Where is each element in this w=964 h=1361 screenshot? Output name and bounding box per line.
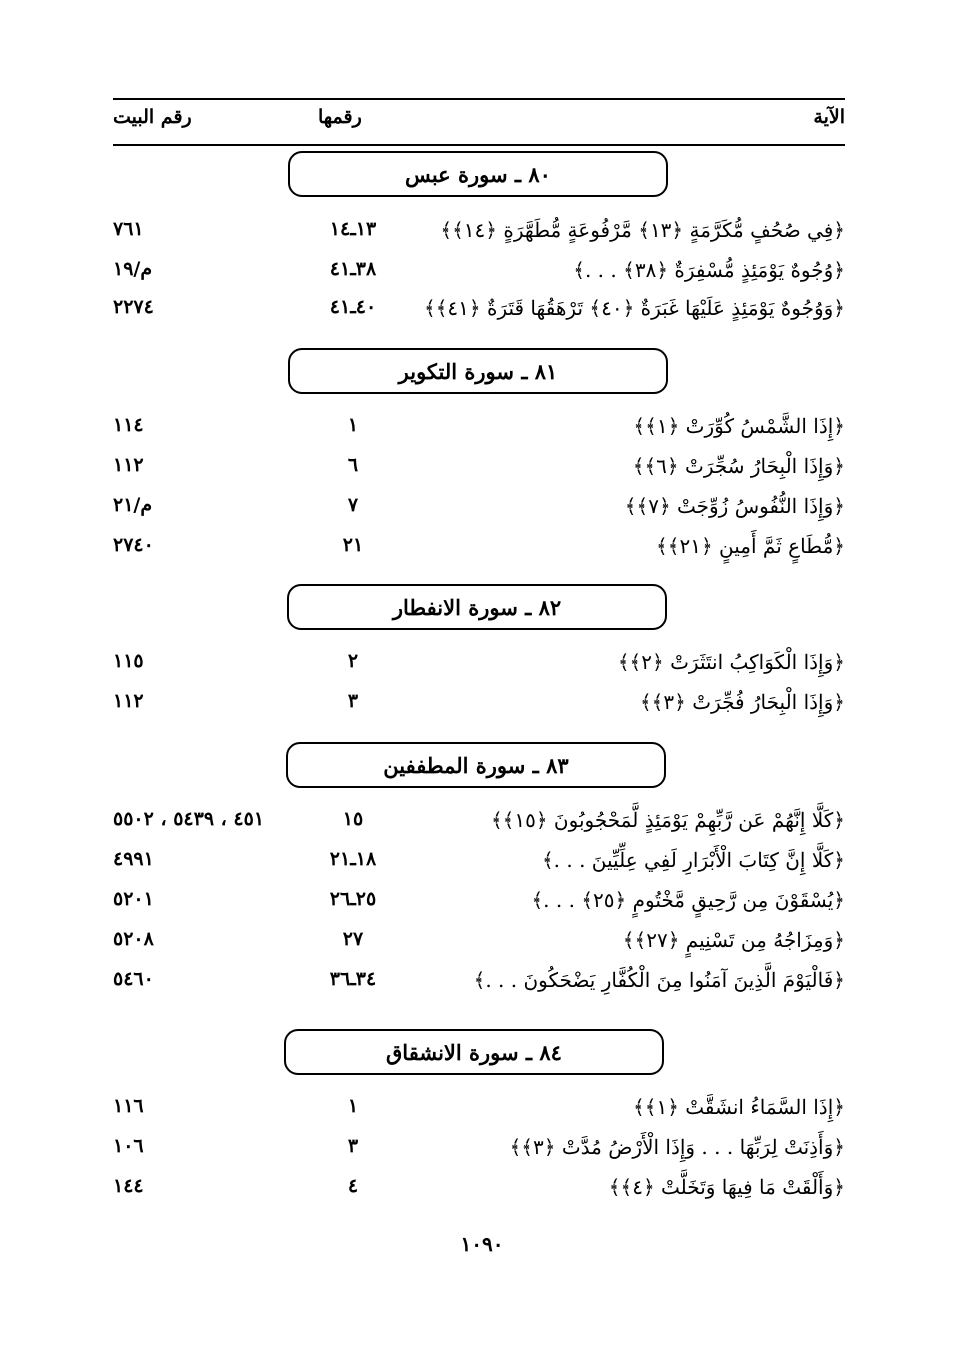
verse-text: ﴿يُسْقَوْنَ مِن رَّحِيقٍ مَّخْتُومٍ ﴿٢٥﴾ . . .﴾ — [531, 888, 845, 912]
line-number: ١١٢ — [113, 690, 144, 712]
verse-text: ﴿وَإِذَا النُّفُوسُ زُوِّجَتْ ﴿٧﴾﴾ — [624, 494, 845, 518]
surah-title-box: ٨٠ ـ سورة عبس — [288, 151, 668, 197]
line-number: ١١٤ — [113, 414, 144, 436]
line-number: ١١٢ — [113, 454, 144, 476]
surah-title-box: ٨٤ ـ سورة الانشقاق — [284, 1029, 664, 1075]
verse-text: ﴿مُّطَاعٍ ثَمَّ أَمِينٍ ﴿٢١﴾﴾ — [656, 534, 845, 558]
verse-number: ١ — [347, 414, 359, 436]
header-number: رقمها — [318, 106, 362, 128]
verse-number: ١٨ـ٢١ — [329, 848, 377, 870]
verse-text: ﴿وَإِذَا الْكَوَاكِبُ انتَثَرَتْ ﴿٢﴾﴾ — [617, 650, 845, 674]
verse-number: ٤ — [347, 1175, 359, 1197]
line-number: ٥٤٦٠ — [113, 968, 154, 990]
header-line: رقم البيت — [113, 106, 192, 128]
table-row — [113, 494, 845, 524]
verse-number: ١ — [347, 1095, 359, 1117]
verse-text: ﴿كَلَّا إِنَّهُمْ عَن رَّبِّهِمْ يَوْمَئِذٍ لَّمَحْجُوبُونَ ﴿١٥﴾﴾ — [490, 808, 845, 832]
line-number: ٧٦١ — [113, 218, 144, 240]
verse-text: ﴿فِي صُحُفٍ مُّكَرَّمَةٍ ﴿١٣﴾ مَّرْفُوعَةٍ مُّطَهَّرَةٍ ﴿١٤﴾﴾ — [440, 218, 845, 242]
verse-number: ٦ — [347, 454, 359, 476]
line-number: ٥٢٠١ — [113, 888, 154, 910]
line-number: ١١٦ — [113, 1095, 144, 1117]
table-row — [113, 848, 845, 878]
line-number: ٤٩٩١ — [113, 848, 154, 870]
table-row — [113, 650, 845, 680]
verse-number: ١٣ـ١٤ — [329, 218, 377, 240]
verse-number: ٣ — [347, 1135, 359, 1157]
line-number: م/٢١ — [113, 494, 153, 516]
table-row — [113, 218, 845, 248]
verse-number: ٢٧ — [342, 928, 364, 950]
verse-number: ١٥ — [342, 808, 364, 830]
line-number: ١٤٤ — [113, 1175, 144, 1197]
verse-number: ٧ — [347, 494, 359, 516]
surah-title-box: ٨١ ـ سورة التكوير — [288, 348, 668, 394]
line-number: ٢٧٤٠ — [113, 534, 154, 556]
verse-number: ٣ — [347, 690, 359, 712]
header-verse: الآية — [813, 106, 845, 128]
table-header — [113, 98, 845, 146]
table-row — [113, 888, 845, 918]
verse-number: ٣٨ـ٤١ — [329, 258, 377, 280]
table-row — [113, 258, 845, 288]
verse-text: ﴿وَإِذَا الْبِحَارُ سُجِّرَتْ ﴿٦﴾﴾ — [632, 454, 845, 478]
table-row — [113, 454, 845, 484]
line-number: ٢٢٧٤ — [113, 296, 154, 318]
verse-number: ٢١ — [342, 534, 364, 556]
table-row — [113, 296, 845, 326]
verse-text: ﴿وَأَلْقَتْ مَا فِيهَا وَتَخَلَّتْ ﴿٤﴾﴾ — [608, 1175, 845, 1199]
line-number: م/١٩ — [113, 258, 153, 280]
verse-number: ٢٥ـ٢٦ — [329, 888, 377, 910]
verse-number: ٣٤ـ٣٦ — [329, 968, 377, 990]
table-row — [113, 1175, 845, 1205]
line-number: ٥٢٠٨ — [113, 928, 154, 950]
page-number: ١٠٩٠ — [460, 1232, 504, 1256]
verse-text: ﴿وَإِذَا الْبِحَارُ فُجِّرَتْ ﴿٣﴾﴾ — [639, 690, 845, 714]
line-number: ٤٥١ ، ٥٤٣٩ ، ٥٥٠٢ — [113, 808, 265, 830]
table-row — [113, 968, 845, 998]
verse-number: ٢ — [347, 650, 359, 672]
table-row — [113, 414, 845, 444]
verse-text: ﴿كَلَّا إِنَّ كِتَابَ الْأَبْرَارِ لَفِي عِلِّيِّينَ . . .﴾ — [541, 848, 845, 872]
verse-text: ﴿وَمِزَاجُهُ مِن تَسْنِيمٍ ﴿٢٧﴾﴾ — [622, 928, 845, 952]
line-number: ١٠٦ — [113, 1135, 144, 1157]
table-row — [113, 690, 845, 720]
verse-text: ﴿إِذَا السَّمَاءُ انشَقَّتْ ﴿١﴾﴾ — [633, 1095, 845, 1119]
verse-text: ﴿وَأَذِنَتْ لِرَبِّهَا . . . وَإِذَا الْأَرْضُ مُدَّتْ ﴿٣﴾﴾ — [509, 1135, 845, 1159]
table-row — [113, 928, 845, 958]
surah-title-box: ٨٣ ـ سورة المطففين — [286, 742, 666, 788]
verse-text: ﴿فَالْيَوْمَ الَّذِينَ آمَنُوا مِنَ الْكُفَّارِ يَضْحَكُونَ . . .﴾ — [473, 968, 845, 992]
table-row — [113, 534, 845, 564]
surah-title-box: ٨٢ ـ سورة الانفطار — [287, 584, 667, 630]
verse-number: ٤٠ـ٤١ — [329, 296, 377, 318]
verse-text: ﴿إِذَا الشَّمْسُ كُوِّرَتْ ﴿١﴾﴾ — [633, 414, 845, 438]
table-row — [113, 1135, 845, 1165]
line-number: ١١٥ — [113, 650, 144, 672]
table-row — [113, 808, 845, 838]
verse-text: ﴿وُجُوهٌ يَوْمَئِذٍ مُّسْفِرَةٌ ﴿٣٨﴾ . . .﴾ — [573, 258, 845, 282]
table-row — [113, 1095, 845, 1125]
verse-text: ﴿وَوُجُوهٌ يَوْمَئِذٍ عَلَيْهَا غَبَرَةٌ ﴿٤٠﴾ تَرْهَقُهَا قَتَرَةٌ ﴿٤١﴾﴾ — [423, 296, 845, 320]
